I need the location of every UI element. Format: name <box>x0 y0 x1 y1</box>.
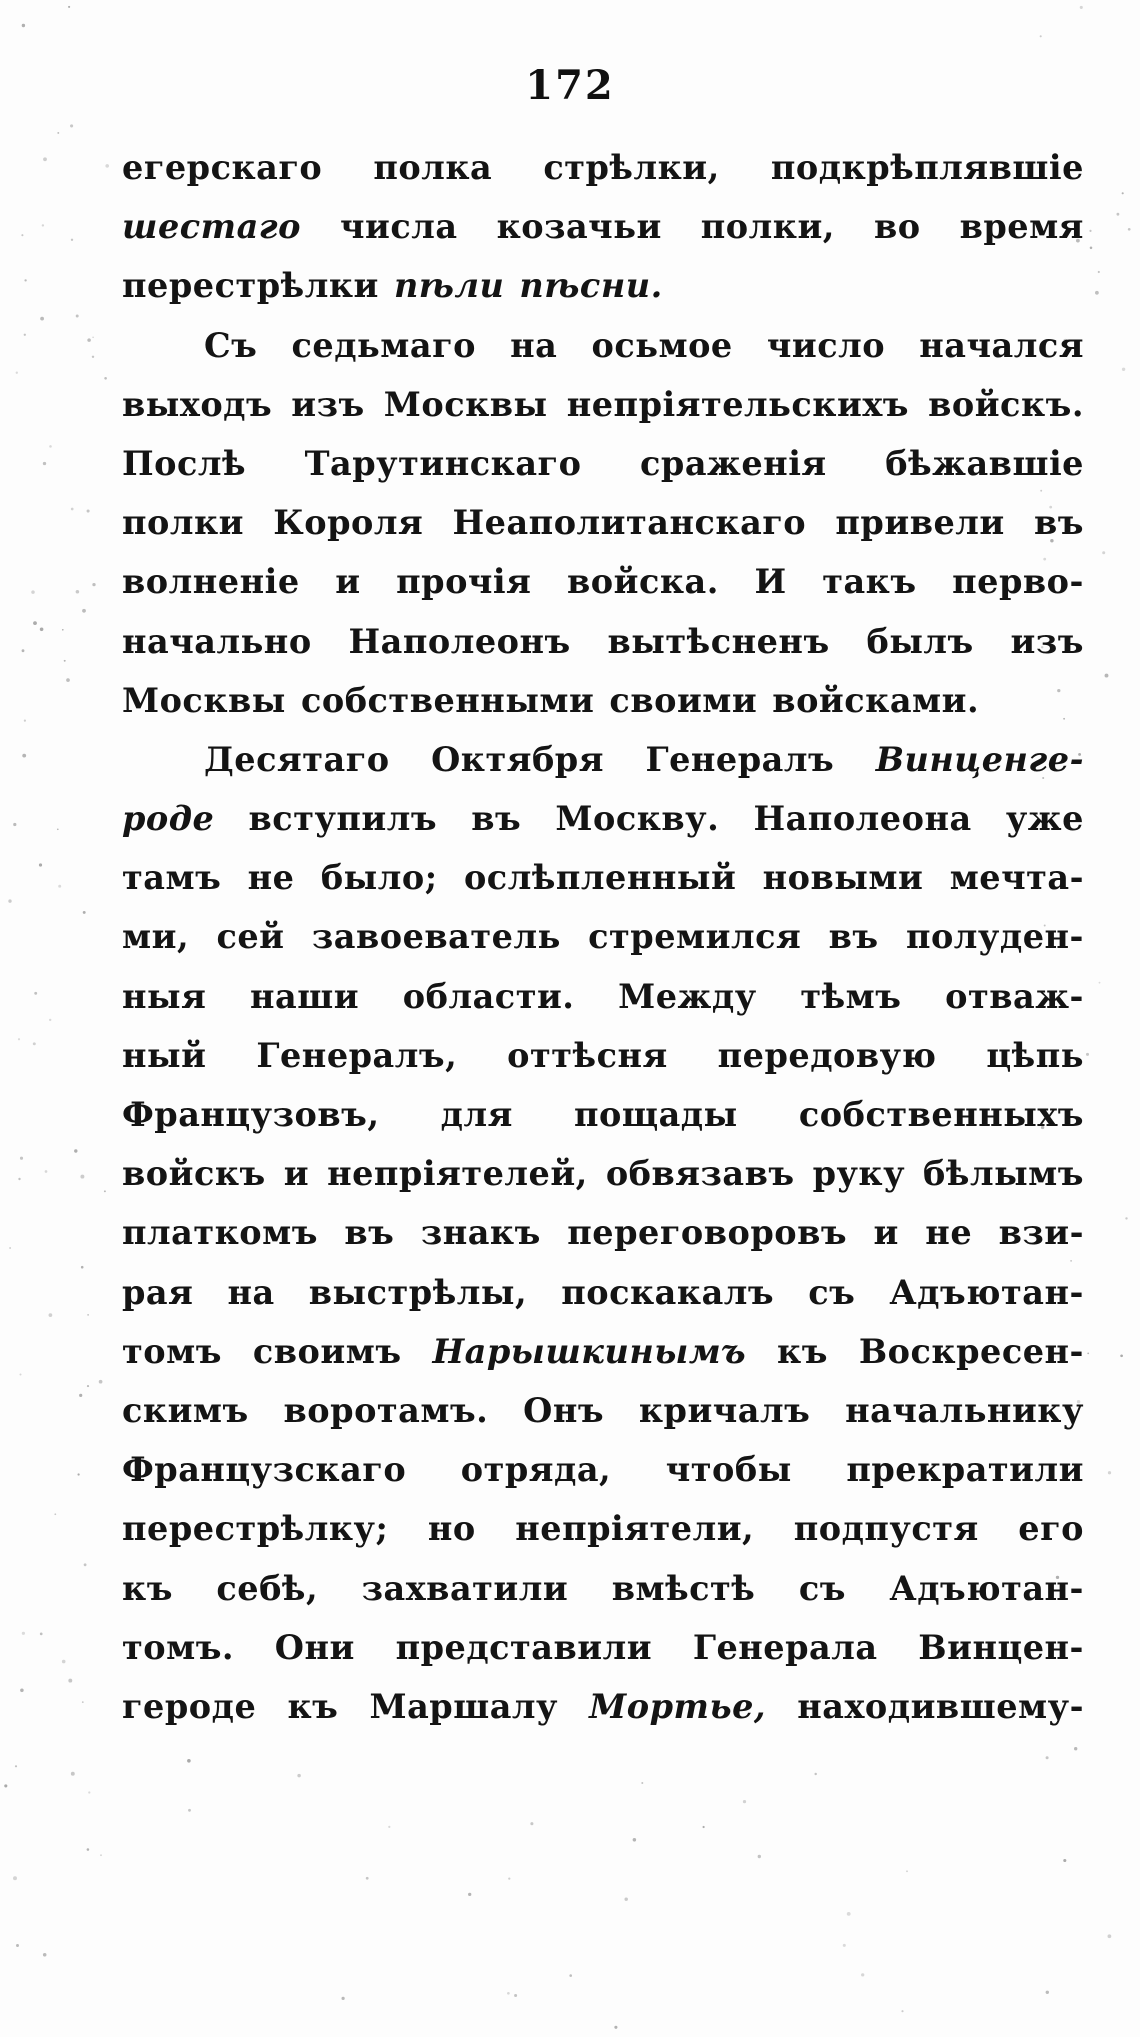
speck <box>87 1314 89 1316</box>
speck <box>40 1633 43 1636</box>
speck <box>21 234 23 236</box>
word: Москвы <box>122 680 286 720</box>
text-line <box>122 1026 1084 1085</box>
word: полки, <box>700 207 835 247</box>
speck <box>64 660 66 662</box>
speck <box>18 1038 20 1040</box>
speck <box>62 629 64 631</box>
speck <box>54 1513 56 1515</box>
speck <box>40 628 44 632</box>
word: кричалъ <box>638 1390 811 1430</box>
speck <box>84 1563 87 1566</box>
speck <box>1040 35 1042 37</box>
speck <box>99 1380 103 1384</box>
word: и <box>283 1154 310 1194</box>
word: своими <box>609 680 758 720</box>
speck <box>57 132 59 134</box>
word: отряда, <box>460 1450 612 1490</box>
word: и <box>335 562 361 602</box>
word: руку <box>812 1154 906 1194</box>
speck <box>1105 674 1109 678</box>
speck <box>100 1854 102 1856</box>
speck <box>1046 1991 1049 1994</box>
speck <box>105 164 109 168</box>
speck <box>81 1266 84 1269</box>
speck <box>758 1855 761 1858</box>
italic-word: Винценге- <box>875 739 1084 779</box>
word: войсками. <box>772 680 980 720</box>
word: Короля <box>273 503 424 543</box>
speck <box>104 377 107 380</box>
italic-word: роде <box>122 799 215 839</box>
speck <box>1117 213 1120 216</box>
word: Съ <box>204 325 258 365</box>
word: войска. <box>566 562 719 602</box>
speck <box>530 1822 533 1825</box>
word: былъ <box>866 621 974 661</box>
word: подкрѣплявшіе <box>770 148 1084 187</box>
word: съ <box>798 1568 846 1608</box>
speck <box>62 1660 66 1664</box>
word: бѣжавшіе <box>885 443 1084 483</box>
word: козачьи <box>496 207 662 247</box>
word: Генералъ, <box>256 1035 458 1075</box>
italic-word: шестаго <box>122 207 301 247</box>
speck <box>16 372 18 374</box>
speck <box>71 1772 75 1776</box>
speck <box>641 1782 643 1784</box>
text-line <box>122 730 1084 789</box>
speck <box>1122 368 1125 371</box>
speck <box>13 823 16 826</box>
speck <box>703 1826 705 1828</box>
speck <box>83 911 86 914</box>
text-line <box>122 1322 1084 1381</box>
speck <box>1099 982 1101 984</box>
speck <box>901 2010 903 2012</box>
speck <box>74 1149 77 1152</box>
word: собственными <box>300 680 595 720</box>
speck <box>87 1848 90 1851</box>
word: Послѣ <box>122 443 247 483</box>
speck <box>80 1175 84 1179</box>
speck <box>31 590 35 594</box>
speck <box>633 1838 637 1842</box>
speck <box>92 336 94 338</box>
word: завоеватель <box>311 917 561 957</box>
speck <box>1108 1934 1112 1938</box>
body-text <box>122 138 1084 1736</box>
speck <box>87 509 90 512</box>
speck <box>49 1019 51 1021</box>
speck <box>24 334 26 336</box>
word: ный <box>122 1035 207 1075</box>
word: Генералъ <box>645 739 835 779</box>
speck <box>15 1765 17 1767</box>
word: непріятельскихъ <box>566 384 910 424</box>
word: егерскаго <box>122 148 323 187</box>
word: войскъ <box>122 1154 266 1194</box>
word: такъ <box>822 562 917 602</box>
word: себѣ, <box>216 1568 319 1608</box>
speck <box>34 992 37 995</box>
speck <box>1095 291 1099 295</box>
speck <box>68 6 70 8</box>
speck <box>906 1870 908 1872</box>
word: въ <box>1034 503 1084 543</box>
speck <box>1046 1756 1049 1759</box>
speck <box>388 1826 390 1828</box>
word: перво- <box>952 562 1084 602</box>
word: обвязавъ <box>605 1154 795 1194</box>
speck <box>43 462 46 465</box>
speck <box>342 1997 345 2000</box>
speck <box>49 445 52 448</box>
speck <box>1086 1053 1089 1056</box>
speck <box>24 279 26 281</box>
word: на <box>510 325 558 365</box>
speck <box>22 754 26 758</box>
word: Воскресен- <box>858 1331 1084 1371</box>
text-line <box>122 1381 1084 1440</box>
speck <box>16 1944 19 1947</box>
text-line <box>122 138 1084 197</box>
speck <box>1080 6 1083 9</box>
speck <box>569 1974 572 1977</box>
text-line <box>122 671 1084 730</box>
word: бѣлымъ <box>923 1154 1084 1194</box>
word: непріятели, <box>515 1509 755 1549</box>
speck <box>76 590 80 594</box>
speck <box>187 1759 191 1763</box>
word: привели <box>835 503 1005 543</box>
text-line <box>122 1618 1084 1677</box>
text-line <box>122 1440 1084 1499</box>
word: стремился <box>588 917 802 957</box>
word: томъ <box>122 1331 222 1371</box>
word: не <box>925 1213 973 1253</box>
word: Тарутинскаго <box>304 443 582 483</box>
speck <box>1090 247 1093 250</box>
text-line <box>122 197 1084 256</box>
word: сей <box>216 917 285 957</box>
text-line <box>122 1499 1084 1558</box>
word: находившему- <box>797 1686 1084 1726</box>
word: оттѣсня <box>507 1035 668 1075</box>
word: изъ <box>1010 621 1084 661</box>
speck <box>49 1313 53 1317</box>
word: вмѣстѣ <box>611 1568 756 1608</box>
speck <box>624 1897 627 1900</box>
speck <box>20 1157 23 1160</box>
word: платкомъ <box>122 1213 318 1253</box>
word: уже <box>1005 799 1084 839</box>
speck <box>814 1773 816 1775</box>
word: начальнику <box>845 1390 1084 1430</box>
text-line <box>122 1677 1084 1736</box>
speck <box>297 1774 300 1777</box>
word: пощады <box>573 1095 738 1134</box>
text-line <box>122 1085 1084 1144</box>
word: выстрѣлы, <box>308 1272 528 1312</box>
word: Французскаго <box>122 1450 407 1490</box>
word: знакъ <box>420 1213 541 1253</box>
speck <box>71 508 74 511</box>
text-line <box>122 848 1084 907</box>
speck <box>1120 1354 1123 1357</box>
text-line <box>122 493 1084 552</box>
speck <box>9 1247 11 1249</box>
text-line <box>122 1263 1084 1322</box>
word: тѣмъ <box>800 976 902 1016</box>
word: Между <box>618 976 757 1016</box>
speck <box>614 2026 617 2029</box>
word: седьмаго <box>291 325 476 365</box>
word: цѣпь <box>986 1035 1084 1075</box>
speck <box>58 885 61 888</box>
word: И <box>754 562 787 602</box>
speck <box>507 1992 510 1995</box>
speck <box>92 583 95 586</box>
speck <box>1108 1471 1111 1474</box>
word: перестрѣлки <box>122 266 379 306</box>
word: полуден- <box>905 917 1084 957</box>
speck <box>92 356 94 358</box>
word: сраженія <box>640 443 827 483</box>
word: къ <box>287 1686 339 1726</box>
speck <box>1102 551 1105 554</box>
speck <box>1125 1217 1127 1219</box>
italic-word: пѣсни. <box>519 266 663 306</box>
speck <box>188 1809 191 1812</box>
word: ми, <box>122 917 190 957</box>
word: Наполеонъ <box>348 621 571 661</box>
word: время <box>959 207 1084 247</box>
speck <box>1063 1859 1066 1862</box>
speck <box>88 1791 90 1793</box>
word: осьмое <box>591 325 733 365</box>
speck <box>82 1701 84 1703</box>
speck <box>39 863 42 866</box>
speck <box>68 1679 72 1683</box>
speck <box>18 1178 20 1180</box>
speck <box>1087 1352 1089 1354</box>
word: представили <box>395 1627 653 1667</box>
word: Генерала <box>692 1627 878 1667</box>
word: героде <box>122 1686 257 1726</box>
word: въ <box>471 799 522 839</box>
speck <box>43 1953 47 1957</box>
speck <box>33 621 37 625</box>
speck <box>82 609 86 613</box>
speck <box>1122 192 1124 194</box>
speck <box>4 1784 7 1787</box>
text-line <box>122 1203 1084 1262</box>
text-line <box>122 1144 1084 1203</box>
word: воротамъ. <box>283 1390 489 1430</box>
word: его <box>1018 1509 1084 1549</box>
word: стрѣлки, <box>543 148 720 187</box>
text-line <box>122 552 1084 611</box>
word: взи- <box>998 1213 1084 1253</box>
text-line <box>122 967 1084 1026</box>
word: тамъ <box>122 858 222 898</box>
word: числа <box>339 207 458 247</box>
word: изъ <box>291 384 365 424</box>
word: Адъютан- <box>889 1568 1084 1608</box>
word: Десятаго <box>204 739 390 779</box>
text-line <box>122 375 1084 434</box>
speck <box>1089 230 1091 232</box>
word: томъ. <box>122 1627 235 1667</box>
speck <box>70 124 73 127</box>
word: мечта- <box>949 858 1084 898</box>
word: Наполеона <box>753 799 972 839</box>
speck <box>77 1473 79 1475</box>
word: прочія <box>396 562 532 602</box>
word: вступилъ <box>248 799 438 839</box>
italic-word: Нарышкинымъ <box>432 1331 747 1371</box>
speck <box>76 315 79 318</box>
word: выходъ <box>122 384 273 424</box>
word: полка <box>373 148 493 187</box>
text-line <box>122 907 1084 966</box>
text-line <box>122 316 1084 375</box>
speck <box>861 1973 864 1976</box>
word: для <box>440 1095 513 1134</box>
word: полки <box>122 503 245 543</box>
word: перестрѣлку; <box>122 1509 389 1549</box>
word: войскъ. <box>928 384 1084 424</box>
word: во <box>873 207 921 247</box>
word: захватили <box>361 1568 569 1608</box>
word: было; <box>320 858 438 898</box>
speck <box>79 1394 82 1397</box>
speck <box>743 1800 746 1803</box>
word: скимъ <box>122 1390 249 1430</box>
speck <box>42 224 44 226</box>
speck <box>45 1170 48 1173</box>
page-number: 172 <box>525 62 615 109</box>
italic-word: пѣли <box>393 266 505 306</box>
word: вытѣсненъ <box>607 621 830 661</box>
speck <box>87 1385 89 1387</box>
word: въ <box>828 917 879 957</box>
speck <box>508 1877 510 1879</box>
word: Они <box>274 1627 355 1667</box>
word: Маршалу <box>369 1686 558 1726</box>
word: въ <box>344 1213 395 1253</box>
speck <box>66 678 70 682</box>
word: прекратили <box>846 1450 1084 1490</box>
word: Онъ <box>523 1390 605 1430</box>
speck <box>22 649 25 652</box>
word: наши <box>250 976 360 1016</box>
speck <box>847 1912 851 1916</box>
word: Неаполитанскаго <box>452 503 807 543</box>
text-line <box>122 612 1084 671</box>
word: Октября <box>431 739 604 779</box>
speck <box>33 1042 36 1045</box>
word: области. <box>402 976 575 1016</box>
speck <box>40 317 44 321</box>
speck <box>514 1994 517 1997</box>
speck <box>57 828 59 830</box>
word: отваж- <box>945 976 1084 1016</box>
word: Москвы <box>383 384 548 424</box>
text-line <box>122 789 1084 848</box>
word: начально <box>122 621 312 661</box>
word: поскакалъ <box>561 1272 775 1312</box>
speck <box>24 720 26 722</box>
speck <box>43 157 47 161</box>
word: Французовъ, <box>122 1095 380 1134</box>
text-line <box>122 1559 1084 1618</box>
word: на <box>227 1272 275 1312</box>
word: рая <box>122 1272 194 1312</box>
speck <box>104 1190 106 1192</box>
italic-word: Мортье, <box>589 1686 767 1726</box>
word: ослѣпленный <box>463 858 737 898</box>
speck <box>843 1944 846 1947</box>
speck <box>1098 271 1100 273</box>
speck <box>20 1689 24 1693</box>
word: не <box>247 858 295 898</box>
speck <box>22 24 25 27</box>
word: съ <box>808 1272 856 1312</box>
word: подпустя <box>793 1509 979 1549</box>
speck <box>22 1632 25 1635</box>
speck <box>87 338 91 342</box>
word: Адъютан- <box>889 1272 1084 1312</box>
word: чтобы <box>665 1450 792 1490</box>
speck <box>366 1877 369 1880</box>
speck <box>468 1893 471 1896</box>
word: и <box>873 1213 899 1253</box>
word: число <box>766 325 886 365</box>
speck <box>1074 1747 1077 1750</box>
speck <box>8 899 11 902</box>
speck <box>1128 228 1131 231</box>
word: къ <box>777 1331 828 1371</box>
word: собственныхъ <box>798 1095 1084 1134</box>
word: переговоровъ <box>567 1213 848 1253</box>
text-line <box>122 434 1084 493</box>
word: Москву. <box>555 799 720 839</box>
speck <box>13 1876 17 1880</box>
word: своимъ <box>252 1331 402 1371</box>
word: начался <box>919 325 1084 365</box>
text-line <box>122 256 1084 315</box>
speck <box>71 239 73 241</box>
speck <box>19 1373 21 1375</box>
word: новыми <box>762 858 924 898</box>
word: Винцен- <box>918 1627 1084 1667</box>
word: передовую <box>717 1035 937 1075</box>
word: непріятелей, <box>327 1154 588 1194</box>
word: волненіе <box>122 562 300 602</box>
word: но <box>427 1509 476 1549</box>
word: ныя <box>122 976 207 1016</box>
word: къ <box>122 1568 173 1608</box>
